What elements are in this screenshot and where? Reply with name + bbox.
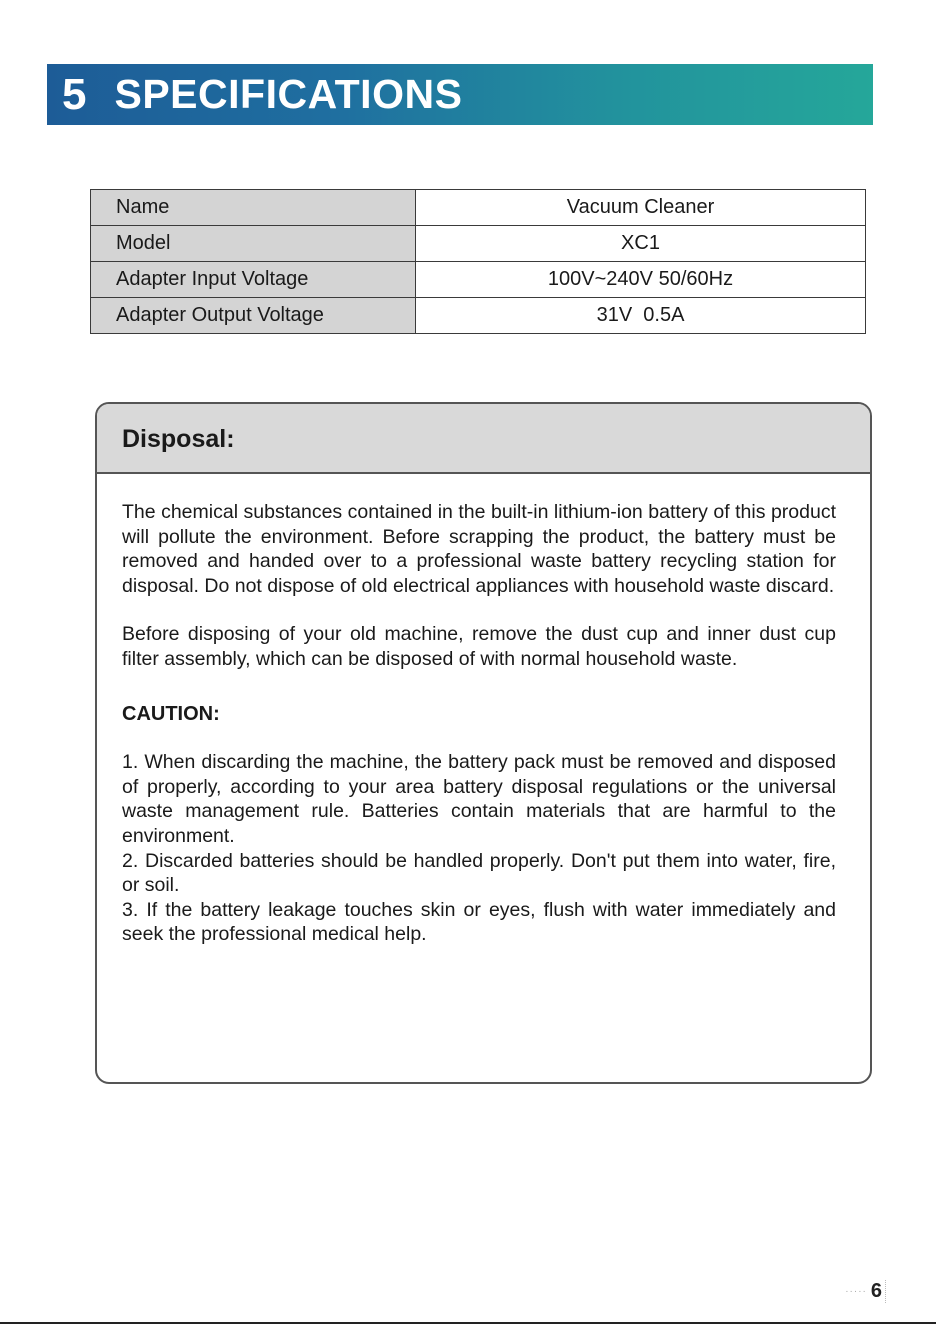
table-row <box>91 190 866 226</box>
spec-value: XC1 <box>416 226 866 262</box>
spec-value: 100V~240V 50/60Hz <box>416 262 866 298</box>
table-row <box>91 226 866 262</box>
spec-label: Adapter Output Voltage <box>91 298 416 334</box>
disposal-header <box>97 404 870 474</box>
caution-item: 2. Discarded batteries should be handled properly. Don't put them into water, fire, or soil. <box>122 849 836 897</box>
page-number: 6 <box>871 1280 886 1303</box>
table-row <box>91 262 866 298</box>
caution-item: 1. When discarding the machine, the battery pack must be removed and disposed of properly, according to your area battery disposal regulations or the universal waste management rule. Batteries contain materials that are harmful to the environment. <box>122 751 836 847</box>
disposal-paragraph: Before disposing of your old machine, remove the dust cup and inner dust cup filter assembly, which can be disposed of with normal household waste. <box>122 623 836 670</box>
section-title: SPECIFICATIONS <box>114 71 463 117</box>
disposal-paragraph: The chemical substances contained in the built-in lithium-ion battery of this product will pollute the environment. Before scrapping the product, the battery must be removed and handed over to a professional waste battery recycling station for disposal. Do not dispose of old electrical appliances with household waste discard. <box>122 501 836 597</box>
specifications-table <box>90 189 866 334</box>
page-footer <box>840 1277 886 1305</box>
caution-heading: CAUTION: <box>122 702 220 725</box>
disposal-body <box>97 474 870 947</box>
spec-value: Vacuum Cleaner <box>416 190 866 226</box>
page-dots-decoration: ····· <box>845 1285 867 1297</box>
spec-label: Model <box>91 226 416 262</box>
spec-label: Name <box>91 190 416 226</box>
section-header <box>47 64 873 125</box>
disposal-panel <box>95 402 872 1084</box>
disposal-title: Disposal: <box>122 424 235 453</box>
spec-value: 31V 0.5A <box>416 298 866 334</box>
section-number: 5 <box>62 69 87 119</box>
caution-item: 3. If the battery leakage touches skin or eyes, flush with water immediately and seek the professional medical help. <box>122 898 836 946</box>
table-row <box>91 298 866 334</box>
spec-label: Adapter Input Voltage <box>91 262 416 298</box>
